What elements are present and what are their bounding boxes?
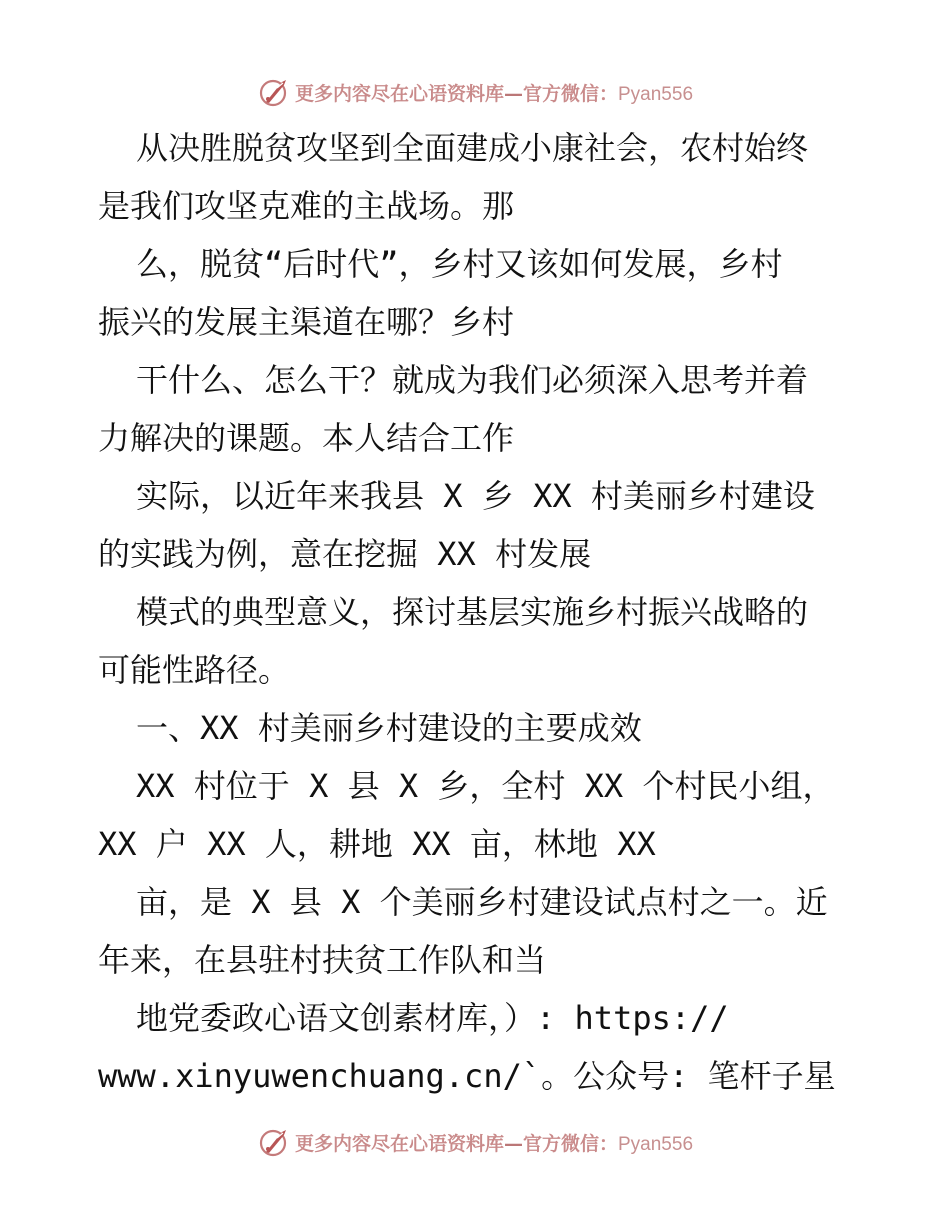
body-line: 的实践为例，意在挖掘 XX 村发展 (98, 535, 592, 573)
footer-wechat-id: Pyan556 (618, 1133, 694, 1155)
body-line: 干什么、怎么干？就成为我们必须深入思考并着 (136, 361, 809, 399)
header-separator: — (503, 82, 523, 105)
body-line: 模式的典型意义，探讨基层实施乡村振兴战略的 (136, 593, 809, 631)
body-line: 实际，以近年来我县 X 乡 XX 村美丽乡村建设 (136, 477, 815, 515)
footer-watermark-text (295, 1129, 693, 1156)
header-brand: 更多内容尽在心语资料库 (294, 82, 504, 105)
footer-wechat-label: 官方微信： (522, 1132, 618, 1155)
body-line: 可能性路径。 (98, 651, 291, 689)
footer-watermark-banner (0, 1122, 950, 1162)
header-wechat-label: 官方微信： (522, 82, 618, 105)
section-heading: 一、XX 村美丽乡村建设的主要成效 (136, 709, 642, 747)
footer-separator: — (503, 1132, 523, 1155)
header-watermark-text (295, 79, 693, 106)
header-watermark-banner (0, 72, 950, 112)
header-wechat-id: Pyan556 (618, 83, 694, 105)
body-line: 么，脱贫“后时代”，乡村又该如何发展，乡村 (136, 245, 783, 283)
body-line: 亩，是 X 县 X 个美丽乡村建设试点村之一。近 (136, 883, 828, 921)
document-body (98, 119, 858, 1105)
body-line: www.xinyuwenchuang.cn/`。公众号: 笔杆子星 (98, 1057, 836, 1095)
body-line: 振兴的发展主渠道在哪？乡村 (98, 303, 515, 341)
body-line: XX 户 XX 人，耕地 XX 亩，林地 XX (98, 825, 656, 863)
footer-brand: 更多内容尽在心语资料库 (294, 1132, 504, 1155)
quill-pen-seal-icon (257, 1125, 291, 1159)
body-line: 年来，在县驻村扶贫工作队和当 (98, 941, 547, 979)
body-line: XX 村位于 X 县 X 乡，全村 XX 个村民小组， (136, 767, 835, 805)
body-line: 力解决的课题。本人结合工作 (98, 419, 515, 457)
body-line: 地党委政心语文创素材库，）: https:// (136, 999, 729, 1037)
body-line: 从决胜脱贫攻坚到全面建成小康社会，农村始终 (136, 129, 809, 167)
quill-pen-seal-icon (257, 75, 291, 109)
body-line: 是我们攻坚克难的主战场。那 (98, 187, 515, 225)
